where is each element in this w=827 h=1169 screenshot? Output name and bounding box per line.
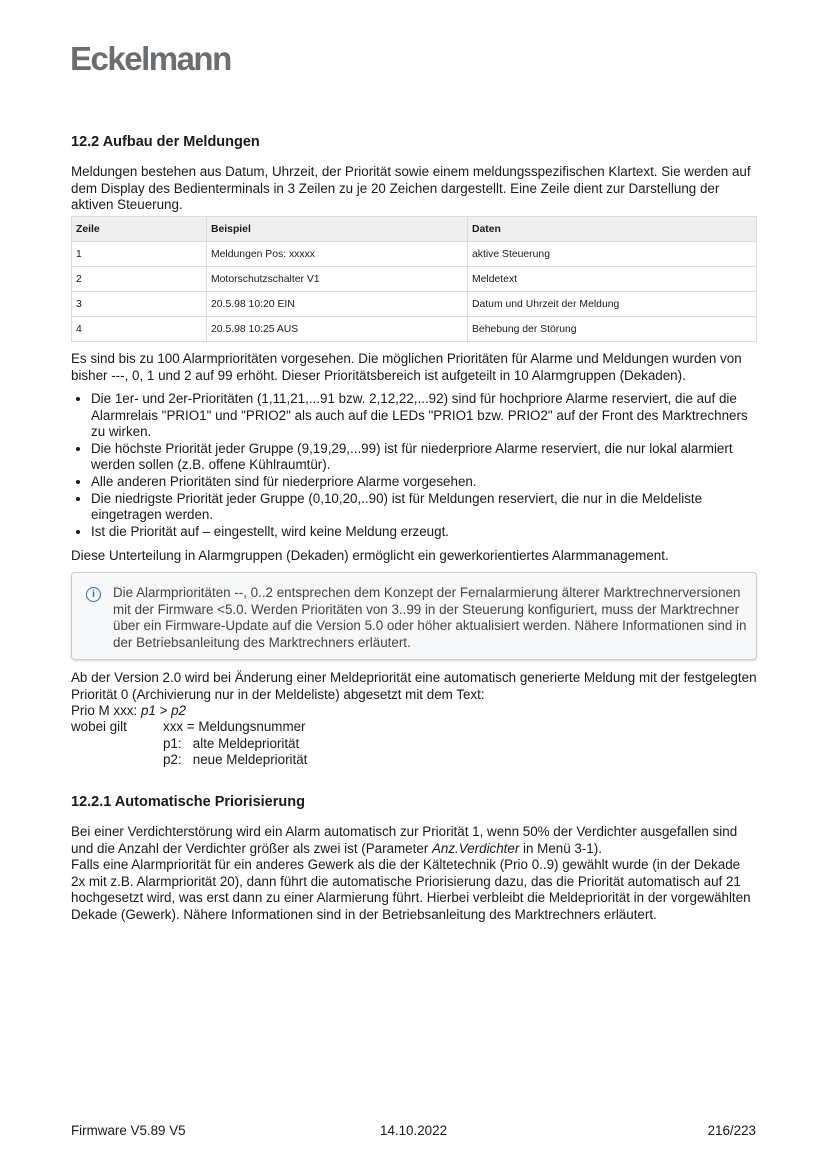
footer-date: 14.10.2022: [380, 1123, 448, 1138]
footer-page-number: 216/223: [707, 1123, 756, 1138]
note-text: Die Alarmprioritäten --, 0..2 entsprechen dem Konzept der Fernalarmierung älterer Marktrechnerversionen mit der Firmware <5.0. Werden Prioritäten von 3..99 in der Steuerung konfiguriert, muss der Marktrechner über ein Firmware-Update auf die Version 5.0 oder höher aktualisiert werden. Nähere Informationen sind in der Betriebsanleitung des Marktrechners erläutert.: [113, 585, 747, 650]
prio-formula: p1 > p2: [140, 703, 186, 718]
where-label: wobei gilt: [71, 719, 127, 734]
trade-paragraph: Falls eine Alarmpriorität für ein anderes Gewerk als die der Kältetechnik (Prio 0..9) gewählt wurde (in der Dekade 2x mit z.B. Alarmpriorität 20), dann führt die automatische Priorisierung dazu, das die Priorität automatisch auf 21 hochgesetzt wird, was erst dann zu einer Alarmierung führt. Hierbei verbleibt die Meldepriorität in der vorgewählten Dekade (Gewerk). Nähere Informationen sind in der Betriebsanleitung des Marktrechners erläutert.: [71, 857, 751, 922]
messages-table: [71, 216, 757, 342]
compressor-paragraph: [71, 824, 757, 857]
info-icon: i: [86, 587, 101, 602]
table-cell: Motorschutzschalter V1: [207, 267, 468, 292]
table-cell: 20.5.98 10:20 EIN: [207, 292, 468, 317]
table-cell: Datum und Uhrzeit der Meldung: [468, 292, 757, 317]
table-cell: 1: [72, 242, 207, 267]
intro-paragraph: Meldungen bestehen aus Datum, Uhrzeit, der Priorität sowie einem meldungsspezifischen Klartext. Sie werden auf dem Display des Bedienterminals in 3 Zeilen zu je 20 Zeichen dargestellt. Eine Zeile dient zur Darstellung der aktiven Steuerung.: [71, 164, 751, 213]
table-cell: aktive Steuerung: [468, 242, 757, 267]
priorities-paragraph: Es sind bis zu 100 Alarmprioritäten vorgesehen. Die möglichen Prioritäten für Alarme und Meldungen wurden von bisher ---, 0, 1 und 2 auf 99 erhöht. Dieser Prioritätsbereich ist aufgeteilt in 10 Alarmgruppen (Dekaden).: [71, 351, 742, 383]
prio-prefix: Prio M xxx:: [71, 703, 141, 718]
table-cell: Meldungen Pos: xxxxx: [207, 242, 468, 267]
footer-firmware: Firmware V5.89 V5: [71, 1123, 186, 1138]
list-item: • Alle anderen Prioritäten sind für niederpriore Alarme vorgesehen.: [91, 474, 757, 491]
table-row: [72, 242, 757, 267]
list-item: • Die niedrigste Priorität jeder Gruppe (0,10,20,..90) ist für Meldungen reserviert, die nur in die Meldeliste eingetragen werden.: [91, 491, 757, 524]
table-row: [72, 317, 757, 342]
column-header: Beispiel: [207, 217, 468, 242]
parameter-name: Anz.Verdichter: [431, 840, 520, 856]
text: Bei einer Verdichterstörung wird ein Alarm automatisch zur Priorität 1, wenn 50% der Verdichter ausgefallen sind und die Anzahl der Verdichter größer als zwei ist (Parameter: [71, 824, 738, 856]
list-item: • Ist die Priorität auf – eingestellt, wird keine Meldung erzeugt.: [91, 524, 757, 541]
grouping-paragraph: Diese Unterteilung in Alarmgruppen (Dekaden) ermöglicht ein gewerkorientiertes Alarmmanagement.: [71, 548, 669, 563]
info-note: [71, 572, 757, 660]
table-cell: 2: [72, 267, 207, 292]
table-cell: Behebung der Störung: [468, 317, 757, 342]
column-header: Zeile: [72, 217, 207, 242]
definition: p1: alte Meldepriorität: [163, 735, 300, 751]
list-item: • Die höchste Priorität jeder Gruppe (9,19,29,...99) ist für niederpriore Alarme reserviert, die nur lokal alarmiert werden sollen (z.B. offene Kühlraumtür).: [91, 441, 757, 474]
prio-text-format: [71, 703, 757, 720]
text: in Menü 3-1).: [519, 840, 602, 856]
definition: xxx = Meldungsnummer: [163, 719, 306, 734]
list-item: • Die 1er- und 2er-Prioritäten (1,11,21,...91 bzw. 2,12,22,...92) sind für hochpriore Alarme reserviert, die auf die Alarmrelais "PRIO1" und "PRIO2" als auch auf die LEDs "PRIO1 bzw. PRIO2" auf der Front des Marktrechners zu wirken.: [91, 391, 757, 441]
subsection-title: 12.2.1 Automatische Priorisierung: [71, 794, 305, 810]
priority-list: [71, 391, 757, 540]
table-row: [72, 292, 757, 317]
column-header: Daten: [468, 217, 757, 242]
table-row: [72, 267, 757, 292]
section-title: 12.2 Aufbau der Meldungen: [71, 134, 260, 150]
table-cell: 3: [72, 292, 207, 317]
definition: p2: neue Meldepriorität: [163, 752, 308, 768]
table-cell: Meldetext: [468, 267, 757, 292]
definitions: [71, 719, 757, 769]
logo: Eckelmann: [70, 40, 231, 77]
table-cell: 4: [72, 317, 207, 342]
version-paragraph: Ab der Version 2.0 wird bei Änderung einer Meldepriorität eine automatisch generierte Meldung mit der festgelegten Priorität 0 (Archivierung nur in der Meldeliste) abgesetzt mit dem Text:: [71, 670, 757, 702]
table-cell: 20.5.98 10:25 AUS: [207, 317, 468, 342]
